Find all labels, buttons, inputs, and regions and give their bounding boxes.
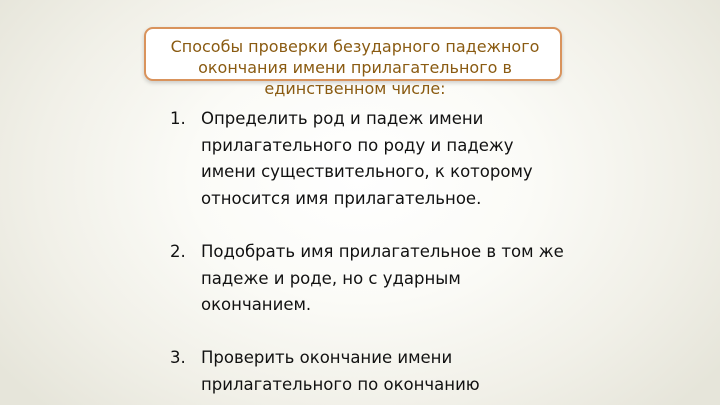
step-item (170, 106, 570, 212)
step-number: 3. (170, 348, 186, 368)
step-item (170, 345, 570, 398)
steps-list (170, 106, 570, 405)
step-text: Определить род и падеж имени прилагательного по роду и падежу имени существительного, к которому относится имя прилагательное. (201, 109, 533, 208)
slide-title: Способы проверки безударного падежного окончания имени прилагательного в единственном числе: (170, 37, 540, 98)
step-text: Подобрать имя прилагательное в том же падеже и роде, но с ударным окончанием. (201, 241, 564, 315)
step-text: Проверить окончание имени прилагательного по окончанию (201, 348, 480, 394)
step-number: 2. (170, 241, 186, 261)
step-number: 1. (170, 109, 186, 128)
step-item (170, 239, 570, 319)
